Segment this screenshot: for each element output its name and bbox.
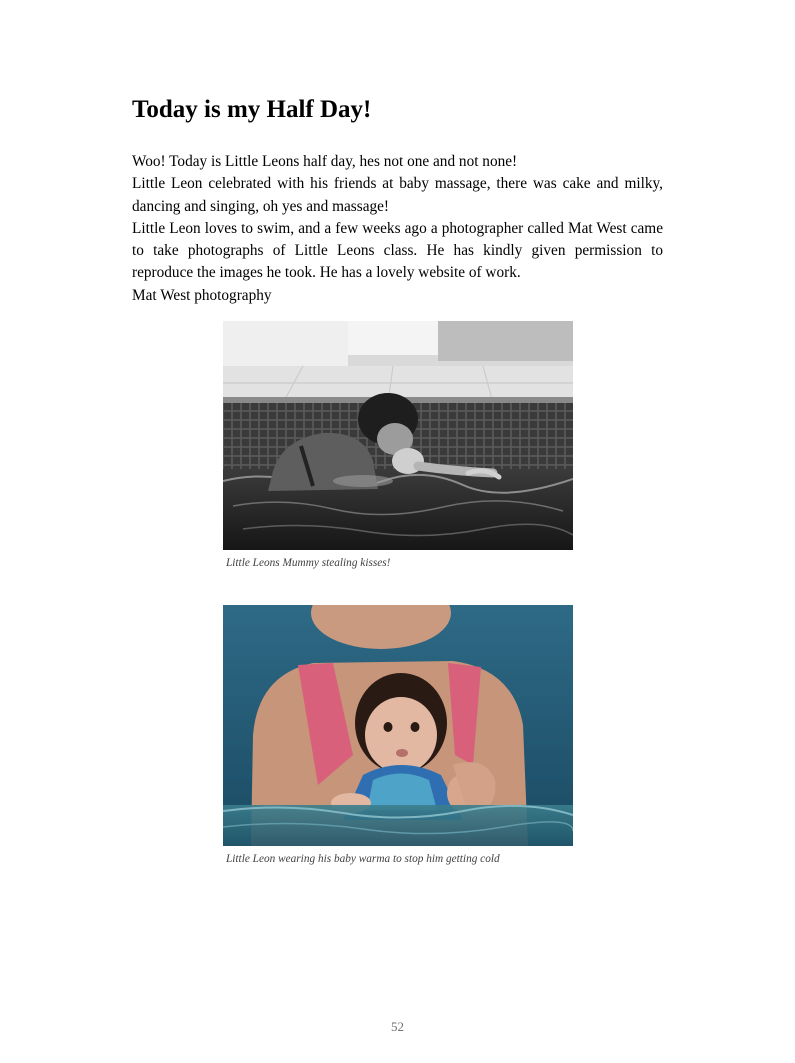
- photo-caption: Little Leon wearing his baby warma to stop him getting cold: [226, 853, 500, 865]
- page-title: Today is my Half Day!: [132, 96, 372, 123]
- pool-kiss-photo: [223, 321, 573, 550]
- page-number: 52: [391, 1019, 404, 1034]
- paragraph: Little Leon celebrated with his friends at baby massage, there was cake and milky, dancing and singing, oh yes and massage!: [132, 175, 663, 215]
- photo-caption: Little Leons Mummy stealing kisses!: [226, 557, 391, 569]
- paragraph: Woo! Today is Little Leons half day, hes not one and not none!: [132, 153, 518, 170]
- paragraph: Little Leon loves to swim, and a few weeks ago a photographer called Mat West came to take photographs of Little Leons class. He has kindly given permission to reproduce the images he took. He has a lovely website of work.: [132, 219, 663, 282]
- body-text: [132, 151, 663, 307]
- photographer-credit: Mat West photography: [132, 286, 272, 304]
- baby-warma-photo: [223, 605, 573, 846]
